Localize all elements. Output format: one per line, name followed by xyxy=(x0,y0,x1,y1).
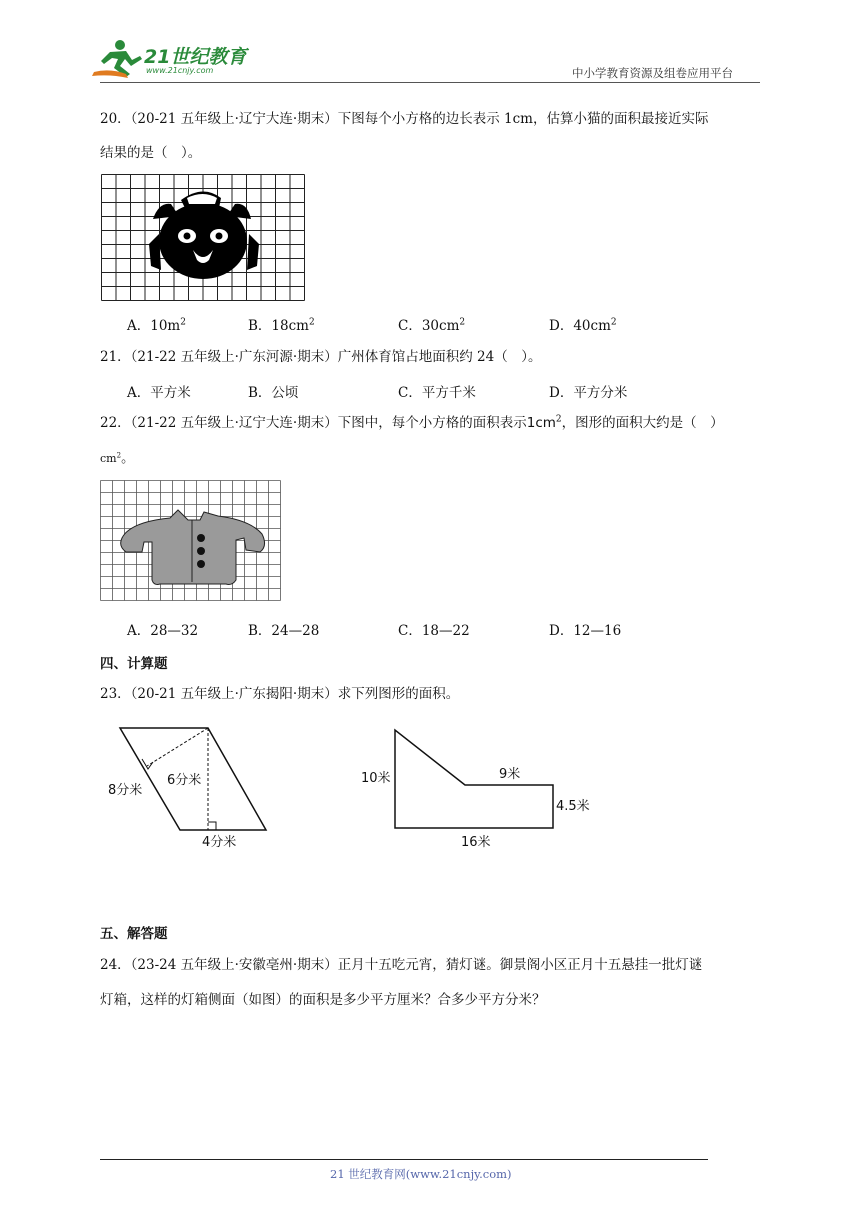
header-logo xyxy=(92,38,262,82)
q22-option-b[interactable]: B．24—28 xyxy=(248,623,320,639)
section-5-title: 五、解答题 xyxy=(100,926,168,942)
fig1-base-label: 4分米 xyxy=(202,835,237,850)
q24-line2: 灯箱，这样的灯箱侧面（如图）的面积是多少平方厘米？合多少平方分米？ xyxy=(100,992,546,1008)
fig2-right-label: 4.5米 xyxy=(556,799,590,814)
logo-url: www.21cnjy.com xyxy=(146,66,214,75)
q21-option-c[interactable]: C．平方千米 xyxy=(398,385,476,401)
q21-option-d[interactable]: D．平方分米 xyxy=(549,385,628,401)
header-rule xyxy=(100,82,760,83)
platform-name: 中小学教育资源及组卷应用平台 xyxy=(572,66,733,80)
sweater-grid-figure xyxy=(100,480,282,602)
q22-option-a[interactable]: A．28—32 xyxy=(127,623,199,639)
q22-option-c[interactable]: C．18—22 xyxy=(398,623,470,639)
footer-rule xyxy=(100,1159,708,1160)
q22-line1: 22．（21-22 五年级上·辽宁大连·期末）下图中，每个小方格的面积表示$1cm^2$，图形的面积大约是（ ） xyxy=(100,414,724,431)
q23-line1: 23．（20-21 五年级上·广东揭阳·期末）求下列图形的面积。 xyxy=(100,686,460,702)
section-4-title: 四、计算题 xyxy=(100,656,168,672)
cat-silhouette xyxy=(149,191,259,279)
sweater-shape xyxy=(121,510,265,585)
fig2-left-label: 10米 xyxy=(361,771,391,786)
q21-line1: 21．（21-22 五年级上·广东河源·期末）广州体育馆占地面积约 24（ ）。 xyxy=(100,349,542,365)
parallelogram-figure xyxy=(100,718,280,858)
q20-option-c[interactable]: C．$30cm^2$ xyxy=(398,317,466,334)
fig1-height-label: 6分米 xyxy=(167,773,202,788)
q20-line1: 20．（20-21 五年级上·辽宁大连·期末）下图每个小方格的边长表示 1cm，估算小猫的面积最接近实际 xyxy=(100,111,709,127)
q20-option-b[interactable]: B．$18cm^2$ xyxy=(248,317,315,334)
fig2-top-label: 9米 xyxy=(499,767,521,782)
q21-option-a[interactable]: A．平方米 xyxy=(127,385,191,401)
q20-line2: 结果的是（ ）。 xyxy=(100,145,202,161)
cat-grid-figure xyxy=(101,174,306,302)
q22-line2: $cm^2$。 xyxy=(100,451,135,466)
fig1-side-label: 8分米 xyxy=(108,783,143,798)
composite-figure xyxy=(355,718,605,858)
logo-title: 21世纪教育 xyxy=(144,46,247,68)
q22-option-d[interactable]: D．12—16 xyxy=(549,623,622,639)
q21-option-b[interactable]: B．公顷 xyxy=(248,385,299,401)
runner-logo-icon xyxy=(92,38,152,80)
q20-option-d[interactable]: D．$40cm^2$ xyxy=(549,317,617,334)
q20-option-a[interactable]: A．$10m^2$ xyxy=(127,317,186,334)
footer-text: 21 世纪教育网(www.21cnjy.com) xyxy=(330,1167,512,1181)
fig2-bottom-label: 16米 xyxy=(461,835,491,850)
q24-line1: 24．（23-24 五年级上·安徽亳州·期末）正月十五吃元宵，猜灯谜。御景阁小区正月十五悬挂一批灯谜 xyxy=(100,957,703,973)
